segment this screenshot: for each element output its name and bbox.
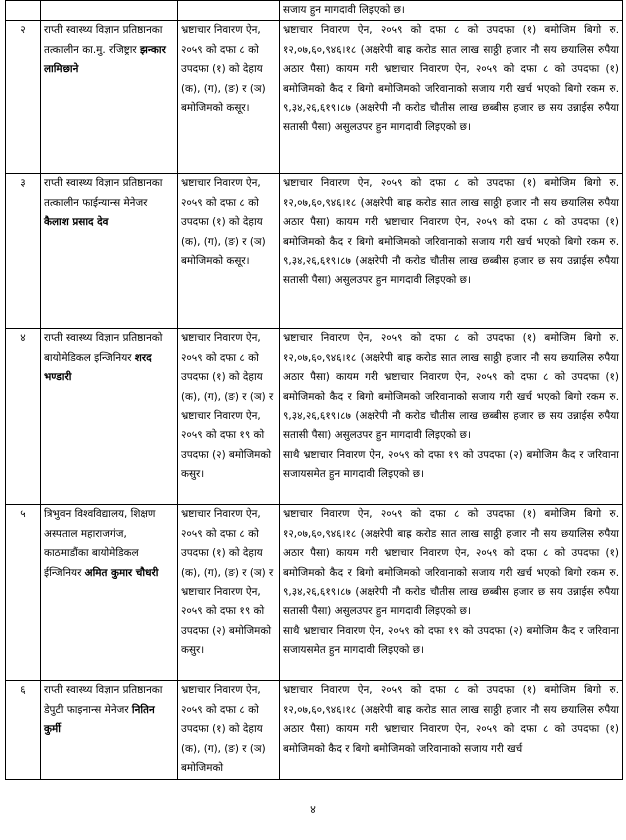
accused-cell (41, 329, 178, 505)
serial-number: ३ (6, 174, 41, 329)
page-number: ४ (310, 803, 316, 816)
verdict-cell (280, 505, 623, 681)
verdict-cell (280, 681, 623, 780)
verdict-text: भ्रष्टाचार निवारण ऐन, २०५९ को दफा ८ को उपदफा (१) बमोजिम बिगो रु. १२,०७,६०,९४६।१८ (अक्षरेपी बाह्र करोड सात लाख साठ्ठी हजार नौ सय छयालिस रुपैया अठार पैसा) कायम गरी भ्रष्टाचार निवारण ऐन, २०५९ को दफा ८ को उपदफा (१) बमोजिमको कैद र बिगो बमोजिमको जरिवानाको सजाय गरी खर्च भएको बिगो रकम रु. ९,३४,२६,६१९।८७ (अक्षरेपी नौ करोड चौतीस लाख छब्बीस हजार छ सय उन्नाईस रुपैया सतासी पैसा) असुलउपर हुन मागदावी लिइएको छ। (283, 332, 619, 442)
accused-cell (41, 505, 178, 681)
verdict-cell (280, 1, 623, 21)
serial-cell (6, 1, 41, 21)
accused-designation: राप्ती स्वास्थ्य विज्ञान प्रतिष्ठानका तत्कालीन फाईन्यान्स मेनेजर (44, 177, 163, 209)
verdict-text: भ्रष्टाचार निवारण ऐन, २०५९ को दफा ८ को उपदफा (१) बमोजिम बिगो रु. १२,०७,६०,९४६।१८ (अक्षरेपी बाह्र करोड सात लाख साठ्ठी हजार नौ सय छयालिस रुपैया अठार पैसा) कायम गरी भ्रष्टाचार निवारण ऐन, २०५९ को दफा ८ को उपदफा (१) बमोजिमको कैद र बिगो बमोजिमको जरिवानाको सजाय गरी खर्च (283, 684, 619, 755)
verdict-text: भ्रष्टाचार निवारण ऐन, २०५९ को दफा ८ को उपदफा (१) बमोजिम बिगो रु. १२,०७,६०,९४६।१८ (अक्षरेपी बाह्र करोड सात लाख साठ्ठी हजार नौ सय छयालिस रुपैया अठार पैसा) कायम गरी भ्रष्टाचार निवारण ऐन, २०५९ को दफा ८ को उपदफा (१) बमोजिमको कैद र बिगो बमोजिमको जरिवानाको सजाय गरी खर्च भएको बिगो रकम रु. ९,३४,२६,६१९।८७ (अक्षरेपी नौ करोड चौतीस लाख छब्बीस हजार छ सय उन्नाईस रुपैया सतासी पैसा) असुलउपर हुन मागदावी लिइएको छ। (283, 177, 619, 287)
offence-text: भ्रष्टाचार निवारण ऐन, २०५९ को दफा ८ को उपदफा (१) को देहाय (क), (ग), (ङ) र (ञ) र भ्रष्टाचार निवारण ऐन, २०५९ को दफा १९ को उपदफा (२) बमोजिमको कसुर। (178, 329, 280, 505)
table-row-continued (6, 1, 623, 21)
verdict-cell (280, 21, 623, 174)
accused-cell (41, 1, 178, 21)
accused-name: अमित कुमार चौधरी (84, 566, 159, 579)
table-row (6, 505, 623, 681)
verdict-cell (280, 329, 623, 505)
accused-cell (41, 21, 178, 174)
serial-number: ६ (6, 681, 41, 780)
accused-designation: त्रिभुवन विश्वविद्यालय, शिक्षण अस्पताल महाराजगंज, काठमाडौंका बायोमेडिकल ईन्जिनियर (44, 508, 156, 579)
verdict-cell (280, 174, 623, 329)
offence-text: भ्रष्टाचार निवारण ऐन, २०५९ को दफा ८ को उपदफा (१) को देहाय (क), (ग), (ङ) र (ञ) बमोजिमको कसूर। (178, 174, 280, 329)
accused-designation: राप्ती स्वास्थ्य विज्ञान प्रतिष्ठानका डेपुटी फाइनान्स मेनेजर (44, 684, 163, 716)
table-row (6, 174, 623, 329)
verdict-text: भ्रष्टाचार निवारण ऐन, २०५९ को दफा ८ को उपदफा (१) बमोजिम बिगो रु. १२,०७,६०,९४६।१८ (अक्षरेपी बाह्र करोड सात लाख साठ्ठी हजार नौ सय छयालिस रुपैया अठार पैसा) कायम गरी भ्रष्टाचार निवारण ऐन, २०५९ को दफा ८ को उपदफा (१) बमोजिमको कैद र बिगो बमोजिमको जरिवानाको सजाय गरी खर्च भएको बिगो रकम रु. ९,३४,२६,६१९।८७ (अक्षरेपी नौ करोड चौतीस लाख छब्बीस हजार छ सय उन्नाईस रुपैया सतासी पैसा) असुलउपर हुन मागदावी लिइएको छ। (283, 24, 619, 134)
accused-name: शरद भण्डारी (44, 351, 152, 384)
accused-name: कैलाश प्रसाद देव (44, 216, 109, 229)
table-row (6, 21, 623, 174)
verdict-text: भ्रष्टाचार निवारण ऐन, २०५९ को दफा ८ को उपदफा (१) बमोजिम बिगो रु. १२,०७,६०,९४६।१८ (अक्षरेपी बाह्र करोड सात लाख साठ्ठी हजार नौ सय छयालिस रुपैया अठार पैसा) कायम गरी भ्रष्टाचार निवारण ऐन, २०५९ को दफा ८ को उपदफा (१) बमोजिमको कैद र बिगो बमोजिमको जरिवानाको सजाय गरी खर्च भएको बिगो रकम रु. ९,३४,२६,६१९।८७ (अक्षरेपी नौ करोड चौतीस लाख छब्बीस हजार छ सय उन्नाईस रुपैया सतासी पैसा) असुलउपर हुन मागदावी लिइएको छ। (283, 508, 619, 618)
offence-text: भ्रष्टाचार निवारण ऐन, २०५९ को दफा ८ को उपदफा (१) को देहाय (क), (ग), (ङ) र (ञ) र भ्रष्टाचार निवारण ऐन, २०५९ को दफा १९ को उपदफा (२) बमोजिमको कसुर। (178, 505, 280, 681)
offence-cell (178, 1, 280, 21)
verdict-text: सजाय हुन मागदावी लिइएको छ। (283, 4, 405, 16)
accused-name: झन्कार लामिछाने (44, 43, 166, 76)
offence-text: भ्रष्टाचार निवारण ऐन, २०५९ को दफा ८ को उपदफा (१) को देहाय (क), (ग), (ङ) र (ञ) बमोजिमको कसूर। (178, 21, 280, 174)
accused-designation: राप्ती स्वास्थ्य विज्ञान प्रतिष्ठानका तत्कालीन का.मु. रजिष्ट्रार (44, 24, 163, 56)
table-row (6, 681, 623, 780)
verdict-additional-text: साथै भ्रष्टाचार निवारण ऐन, २०५९ को दफा १९ को उपदफा (२) बमोजिम कैद र जरिवाना सजायसमेत हुन मागदावी लिइएको छ। (283, 448, 619, 481)
offence-text: भ्रष्टाचार निवारण ऐन, २०५९ को दफा ८ को उपदफा (१) को देहाय (क), (ग), (ङ) र (ञ) बमोजिमको (178, 681, 280, 780)
charge-table (5, 0, 623, 780)
verdict-additional-text: साथै भ्रष्टाचार निवारण ऐन, २०५९ को दफा १९ को उपदफा (२) बमोजिम कैद र जरिवाना सजायसमेत हुन मागदावी लिइएको छ। (283, 624, 619, 657)
serial-number: ४ (6, 329, 41, 505)
table-row (6, 329, 623, 505)
accused-cell (41, 174, 178, 329)
accused-name: नितिन कुर्मी (44, 703, 155, 736)
accused-cell (41, 681, 178, 780)
serial-number: २ (6, 21, 41, 174)
serial-number: ५ (6, 505, 41, 681)
accused-designation: राप्ती स्वास्थ्य विज्ञान प्रतिष्ठानको बायोमेडिकल इन्जिनियर (44, 332, 163, 364)
